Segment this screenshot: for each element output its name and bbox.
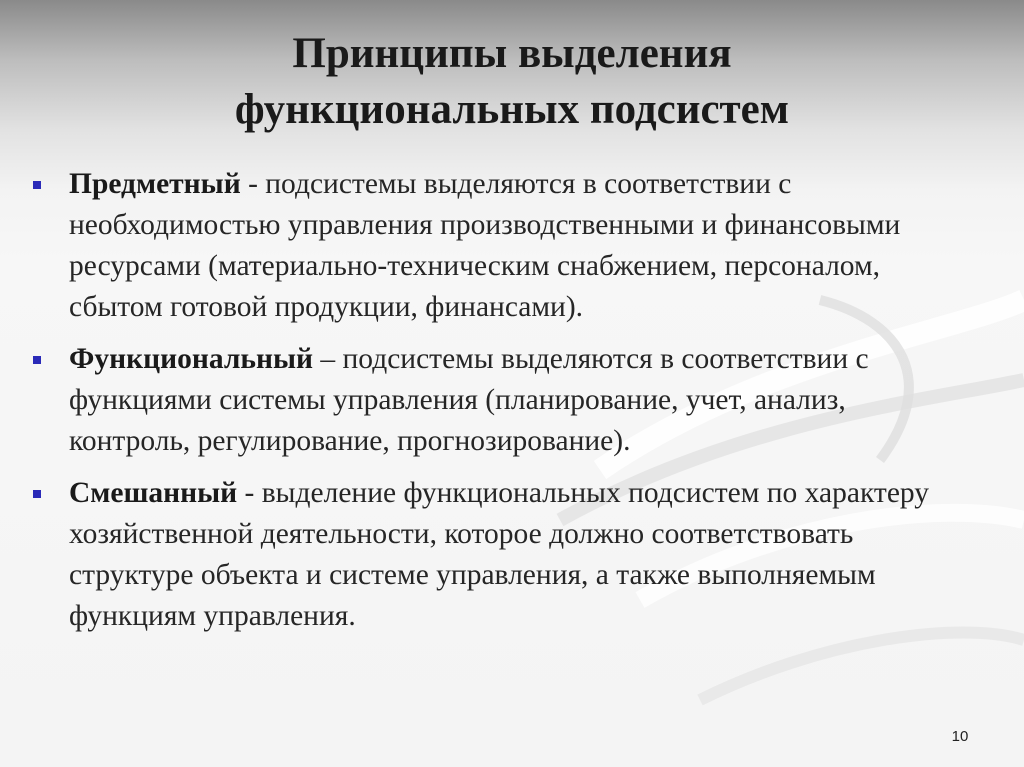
bullet-term: Функциональный <box>69 343 314 375</box>
page-number: 10 <box>951 728 969 745</box>
slide-title-line1: Принципы выделения <box>292 30 732 77</box>
bullet-item-predmetny <box>0 164 1024 328</box>
bullet-text: - подсистемы выделяются в соответствии с необходимостью управления производственными и финансовыми ресурсами (материально-техническим снабжением, персоналом, сбытом готовой продукции, финансами). <box>69 168 901 323</box>
slide-title <box>100 26 924 138</box>
slide-title-line2: функциональных подсистем <box>234 86 790 133</box>
bullet-list <box>0 164 1024 648</box>
bullet-text: – подсистемы выделяются в соответствии с функциями системы управления (планирование, учет, анализ, контроль, регулирование, прогнозирование). <box>69 343 869 457</box>
bullet-term: Смешанный <box>69 477 238 509</box>
bullet-text: - выделение функциональных подсистем по характеру хозяйственной деятельности, которое должно соответствовать структуре объекта и системе управления, а также выполняемым функциям управления. <box>69 477 930 632</box>
bullet-term: Предметный <box>69 168 241 200</box>
square-bullet-icon <box>33 181 41 189</box>
square-bullet-icon <box>33 490 41 498</box>
bullet-item-funktsionalny <box>0 339 1024 462</box>
bullet-item-smeshanny <box>0 473 1024 637</box>
square-bullet-icon <box>33 356 41 364</box>
